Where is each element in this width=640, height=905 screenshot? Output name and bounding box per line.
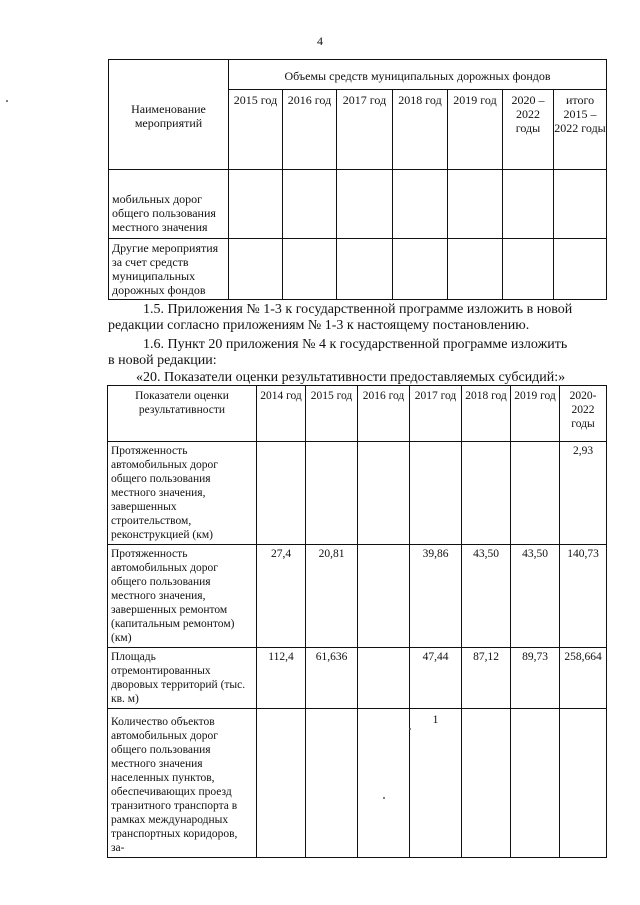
- indicators-year-header: 2019 год: [511, 386, 560, 442]
- indicators-table: [107, 385, 607, 858]
- table-cell: [393, 239, 448, 300]
- table-cell: [306, 442, 358, 545]
- funds-year-header: 2019 год: [448, 90, 503, 170]
- table-cell: [229, 239, 283, 300]
- scan-speck: [6, 100, 8, 102]
- funds-table: [108, 59, 607, 300]
- table-cell: [358, 442, 410, 545]
- paragraph-1-6: 1.6. Пункт 20 приложения № 4 к государственной программе изложить: [143, 337, 568, 352]
- funds-year-header: 2017 год: [337, 90, 393, 170]
- table-row: [109, 170, 607, 239]
- table-cell: [503, 239, 554, 300]
- table-cell: 87,12: [462, 648, 511, 709]
- table-cell: 89,73: [511, 648, 560, 709]
- funds-col-header: Наименование мероприятий: [109, 60, 229, 170]
- table-row: [108, 648, 607, 709]
- table-cell: [393, 170, 448, 239]
- funds-year-header: 2015 год: [229, 90, 283, 170]
- paragraph-1-5: 1.5. Приложения № 1-3 к государственной программе изложить в новой: [143, 302, 573, 317]
- table-cell: [560, 709, 607, 858]
- table-cell: [511, 709, 560, 858]
- table-cell: [448, 239, 503, 300]
- funds-row-label: мобильных дорог общего пользования местного значения: [109, 170, 229, 239]
- table-row: [109, 239, 607, 300]
- scan-speck: [383, 797, 385, 799]
- funds-group-header: Объемы средств муниципальных дорожных фондов: [229, 60, 607, 90]
- paragraph-1-6-cont: в новой редакции:: [108, 353, 217, 368]
- table-cell: 20,81: [306, 545, 358, 648]
- table-cell: [257, 709, 306, 858]
- table-row: [108, 709, 607, 858]
- table-cell: 112,4: [257, 648, 306, 709]
- table-cell: [554, 170, 607, 239]
- indicator-label: Протяженность автомобильных дорог общего пользования местного значения, завершенных строительством, реконструкцией (км): [108, 442, 257, 545]
- table-cell: [448, 170, 503, 239]
- table-cell: 61,636: [306, 648, 358, 709]
- table-cell: [462, 442, 511, 545]
- paragraph-item-20: «20. Показатели оценки результативности предоставляемых субсидий:»: [136, 370, 566, 385]
- indicators-year-header: 2018 год: [462, 386, 511, 442]
- table-cell: [511, 442, 560, 545]
- table-cell: [554, 239, 607, 300]
- table-cell: [462, 709, 511, 858]
- indicator-label: Количество объектов автомобильных дорог общего пользования местного значения населенных пунктов, обеспечивающих проезд транзитного транспорта в рамках международных транспортных коридоров, за-: [108, 709, 257, 858]
- table-cell: [358, 648, 410, 709]
- table-cell: 43,50: [462, 545, 511, 648]
- table-row: [108, 545, 607, 648]
- table-cell: 39,86: [410, 545, 462, 648]
- scan-speck: [409, 728, 411, 730]
- table-cell: 27,4: [257, 545, 306, 648]
- page-number: 4: [317, 34, 323, 48]
- table-cell: 47,44: [410, 648, 462, 709]
- table-cell: [229, 170, 283, 239]
- table-cell: 1: [410, 709, 462, 858]
- paragraph-1-5-cont: редакции согласно приложениям № 1-3 к настоящему постановлению.: [108, 318, 530, 333]
- table-cell: [503, 170, 554, 239]
- table-cell: [306, 709, 358, 858]
- table-cell: [358, 709, 410, 858]
- table-cell: [410, 442, 462, 545]
- table-cell: [283, 170, 337, 239]
- funds-year-header: 2020 – 2022 годы: [503, 90, 554, 170]
- table-cell: [337, 239, 393, 300]
- indicators-year-header: 2016 год: [358, 386, 410, 442]
- table-cell: [283, 239, 337, 300]
- table-cell: [337, 170, 393, 239]
- funds-year-header: итого 2015 – 2022 годы: [554, 90, 607, 170]
- table-cell: 258,664: [560, 648, 607, 709]
- table-cell: 140,73: [560, 545, 607, 648]
- indicators-year-header: 2014 год: [257, 386, 306, 442]
- funds-year-header: 2018 год: [393, 90, 448, 170]
- table-cell: [257, 442, 306, 545]
- table-cell: 2,93: [560, 442, 607, 545]
- indicator-label: Протяженность автомобильных дорог общего пользования местного значения, завершенных ремонтом (капитальным ремонтом) (км): [108, 545, 257, 648]
- indicators-year-header: 2017 год: [410, 386, 462, 442]
- indicator-label: Площадь отремонтированных дворовых территорий (тыс. кв. м): [108, 648, 257, 709]
- table-row: [108, 442, 607, 545]
- table-cell: 43,50: [511, 545, 560, 648]
- indicators-col-header: Показатели оценки результативности: [108, 386, 257, 442]
- funds-row-label: Другие мероприятия за счет средств муниципальных дорожных фондов: [109, 239, 229, 300]
- funds-year-header: 2016 год: [283, 90, 337, 170]
- indicators-year-header: 2020-2022 годы: [560, 386, 607, 442]
- table-cell: [358, 545, 410, 648]
- indicators-year-header: 2015 год: [306, 386, 358, 442]
